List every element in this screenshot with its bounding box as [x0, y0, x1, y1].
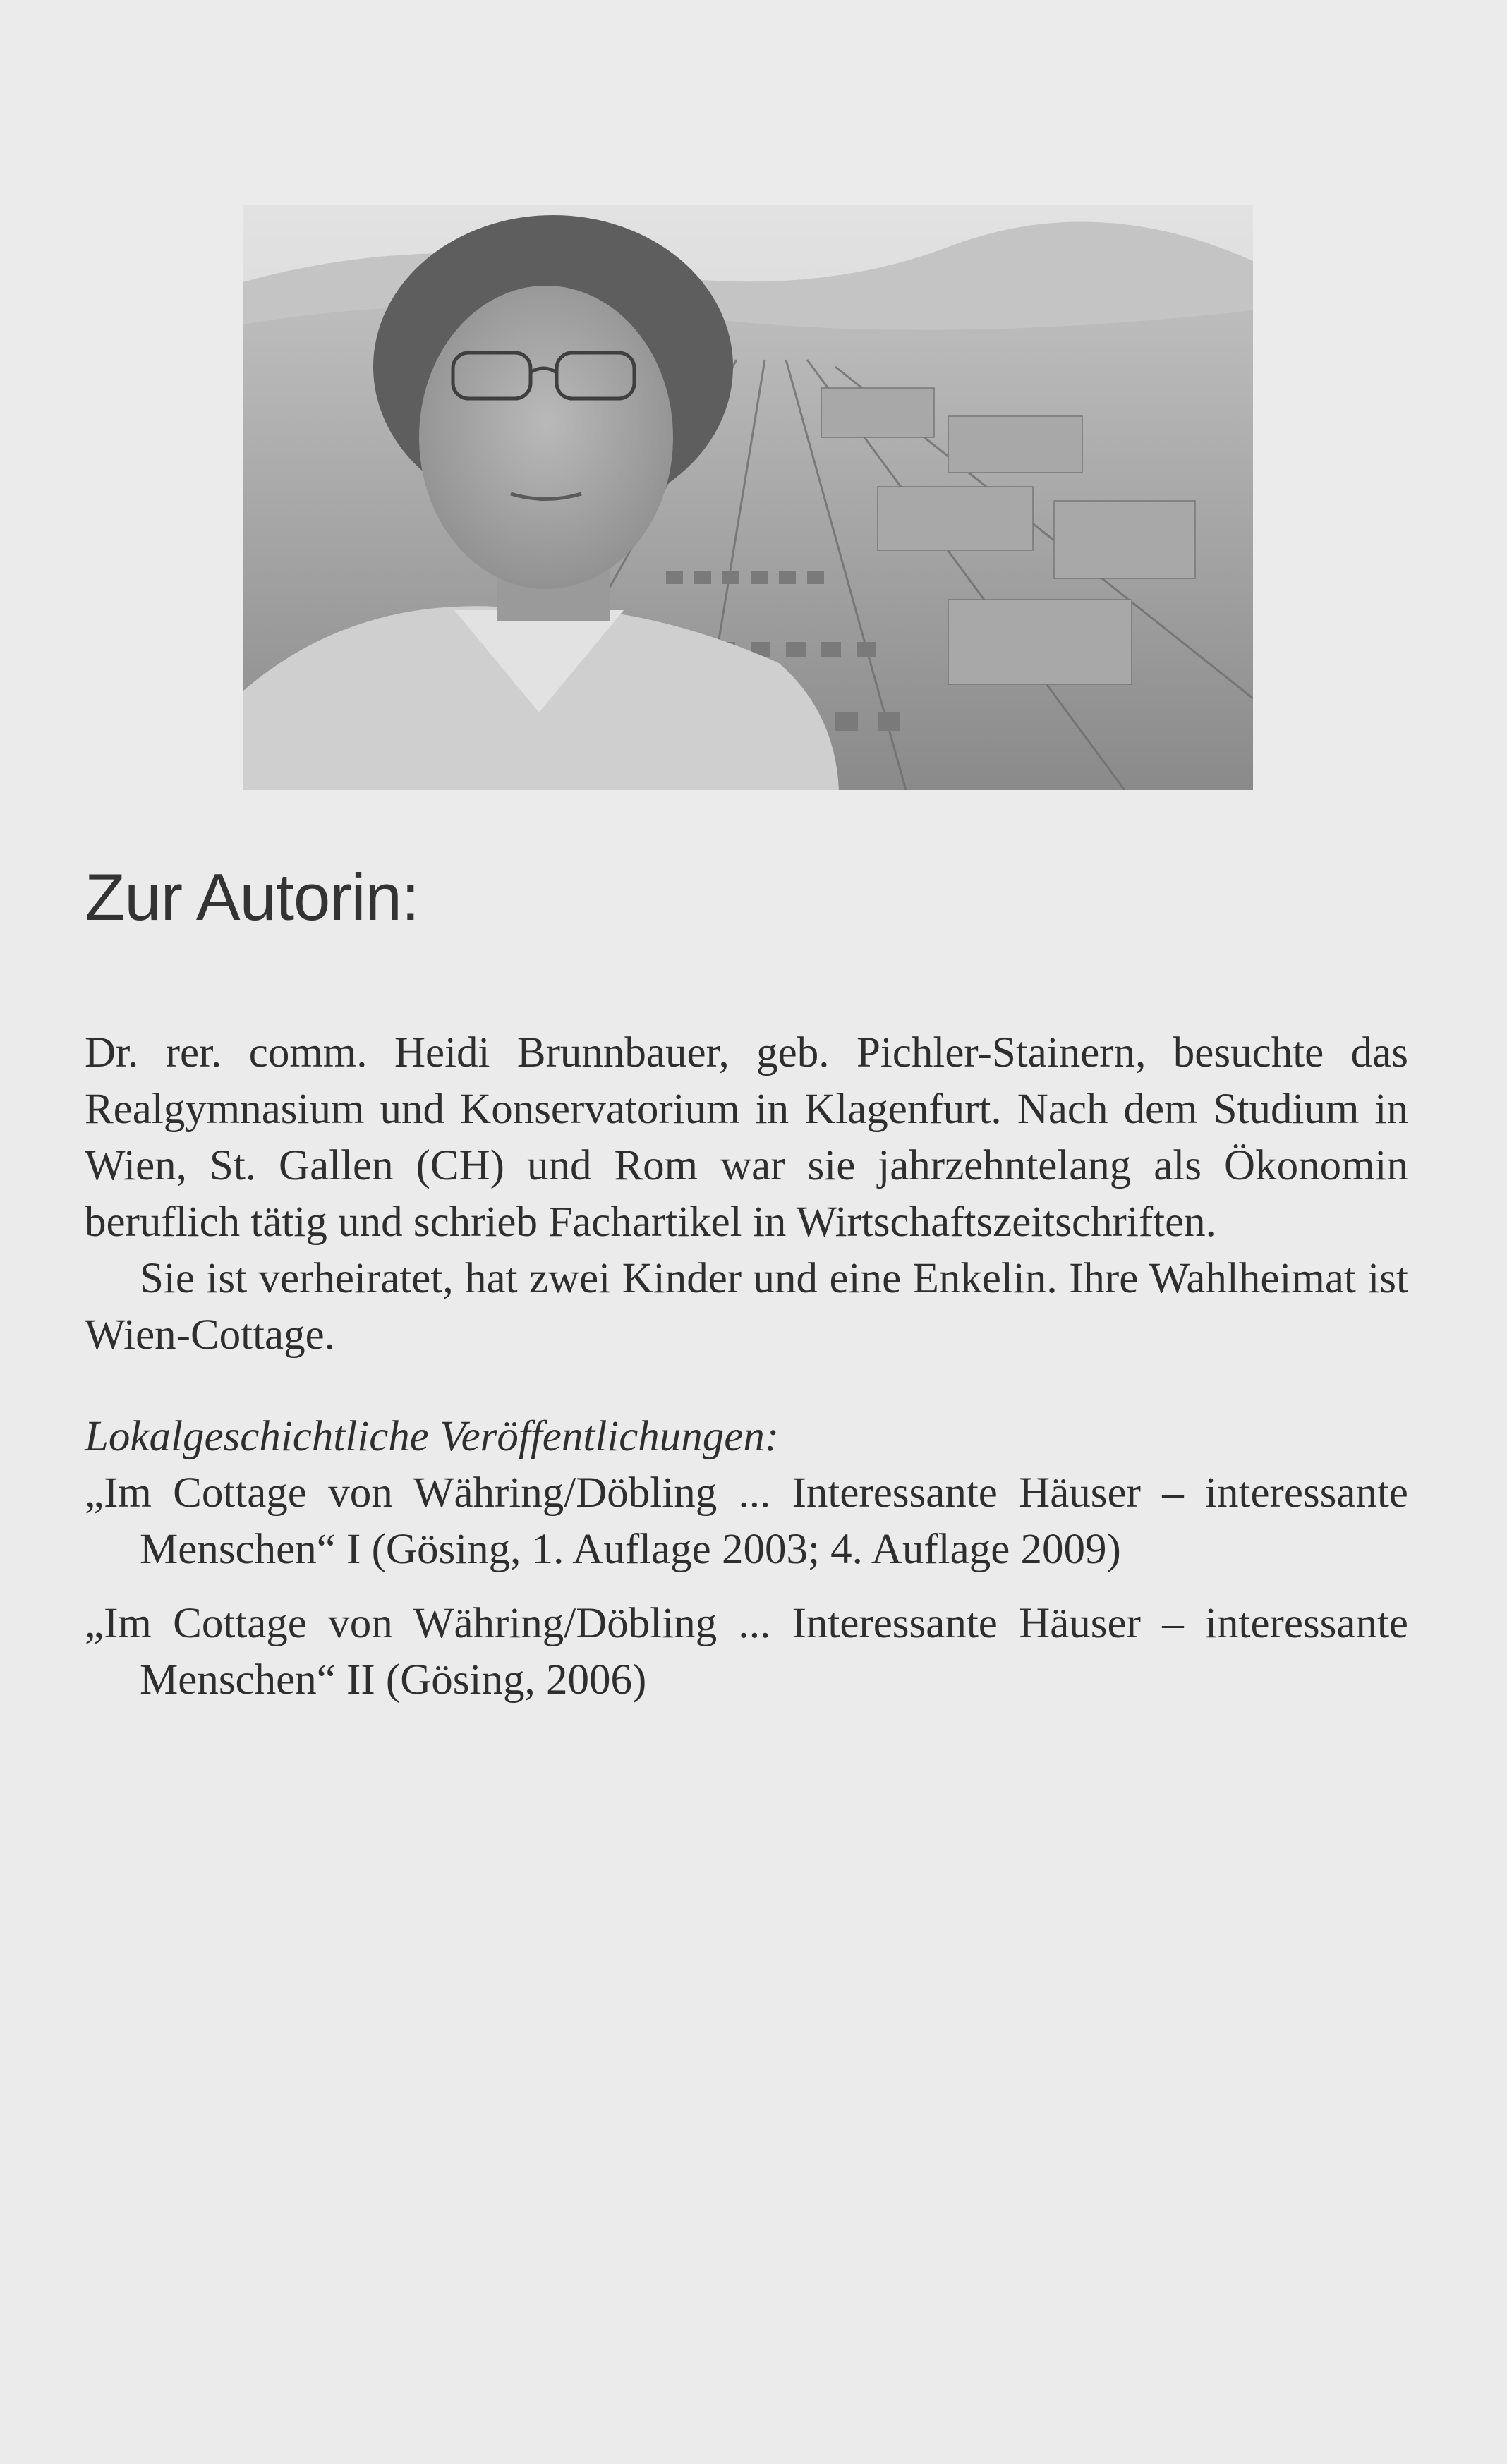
publication-item: „Im Cottage von Währing/Döbling ... Interessante Häuser – interessante Menschen“ I (Gösing, 1. Auflage 2003; 4. Auflage 2009) [85, 1469, 1408, 1573]
bio-paragraph: Dr. rer. comm. Heidi Brunnbauer, geb. Pichler-Stainern, besuchte das Realgymnasium und Konservatorium in Klagenfurt. Nach dem Studium in Wien, St. Gallen (CH) und Rom war sie jahrzehntelang als Ökonomin beruflich tätig und schrieb Fachartikel in Wirtschaftszeitschriften. [85, 1029, 1408, 1246]
publication-item: „Im Cottage von Währing/Döbling ... Interessante Häuser – interessante Menschen“ II (Gösing, 2006) [85, 1600, 1408, 1704]
page-title: Zur Autorin: [85, 860, 419, 934]
publications-list [85, 1465, 1408, 1726]
bio-paragraph: Sie ist verheiratet, hat zwei Kinder und eine Enkelin. Ihre Wahlheimat ist Wien-Cottage. [85, 1255, 1408, 1359]
publications-heading: Lokalgeschichtliche Veröffentlichungen: [85, 1413, 780, 1460]
author-bio [85, 1025, 1408, 1364]
author-photo [243, 205, 1253, 790]
